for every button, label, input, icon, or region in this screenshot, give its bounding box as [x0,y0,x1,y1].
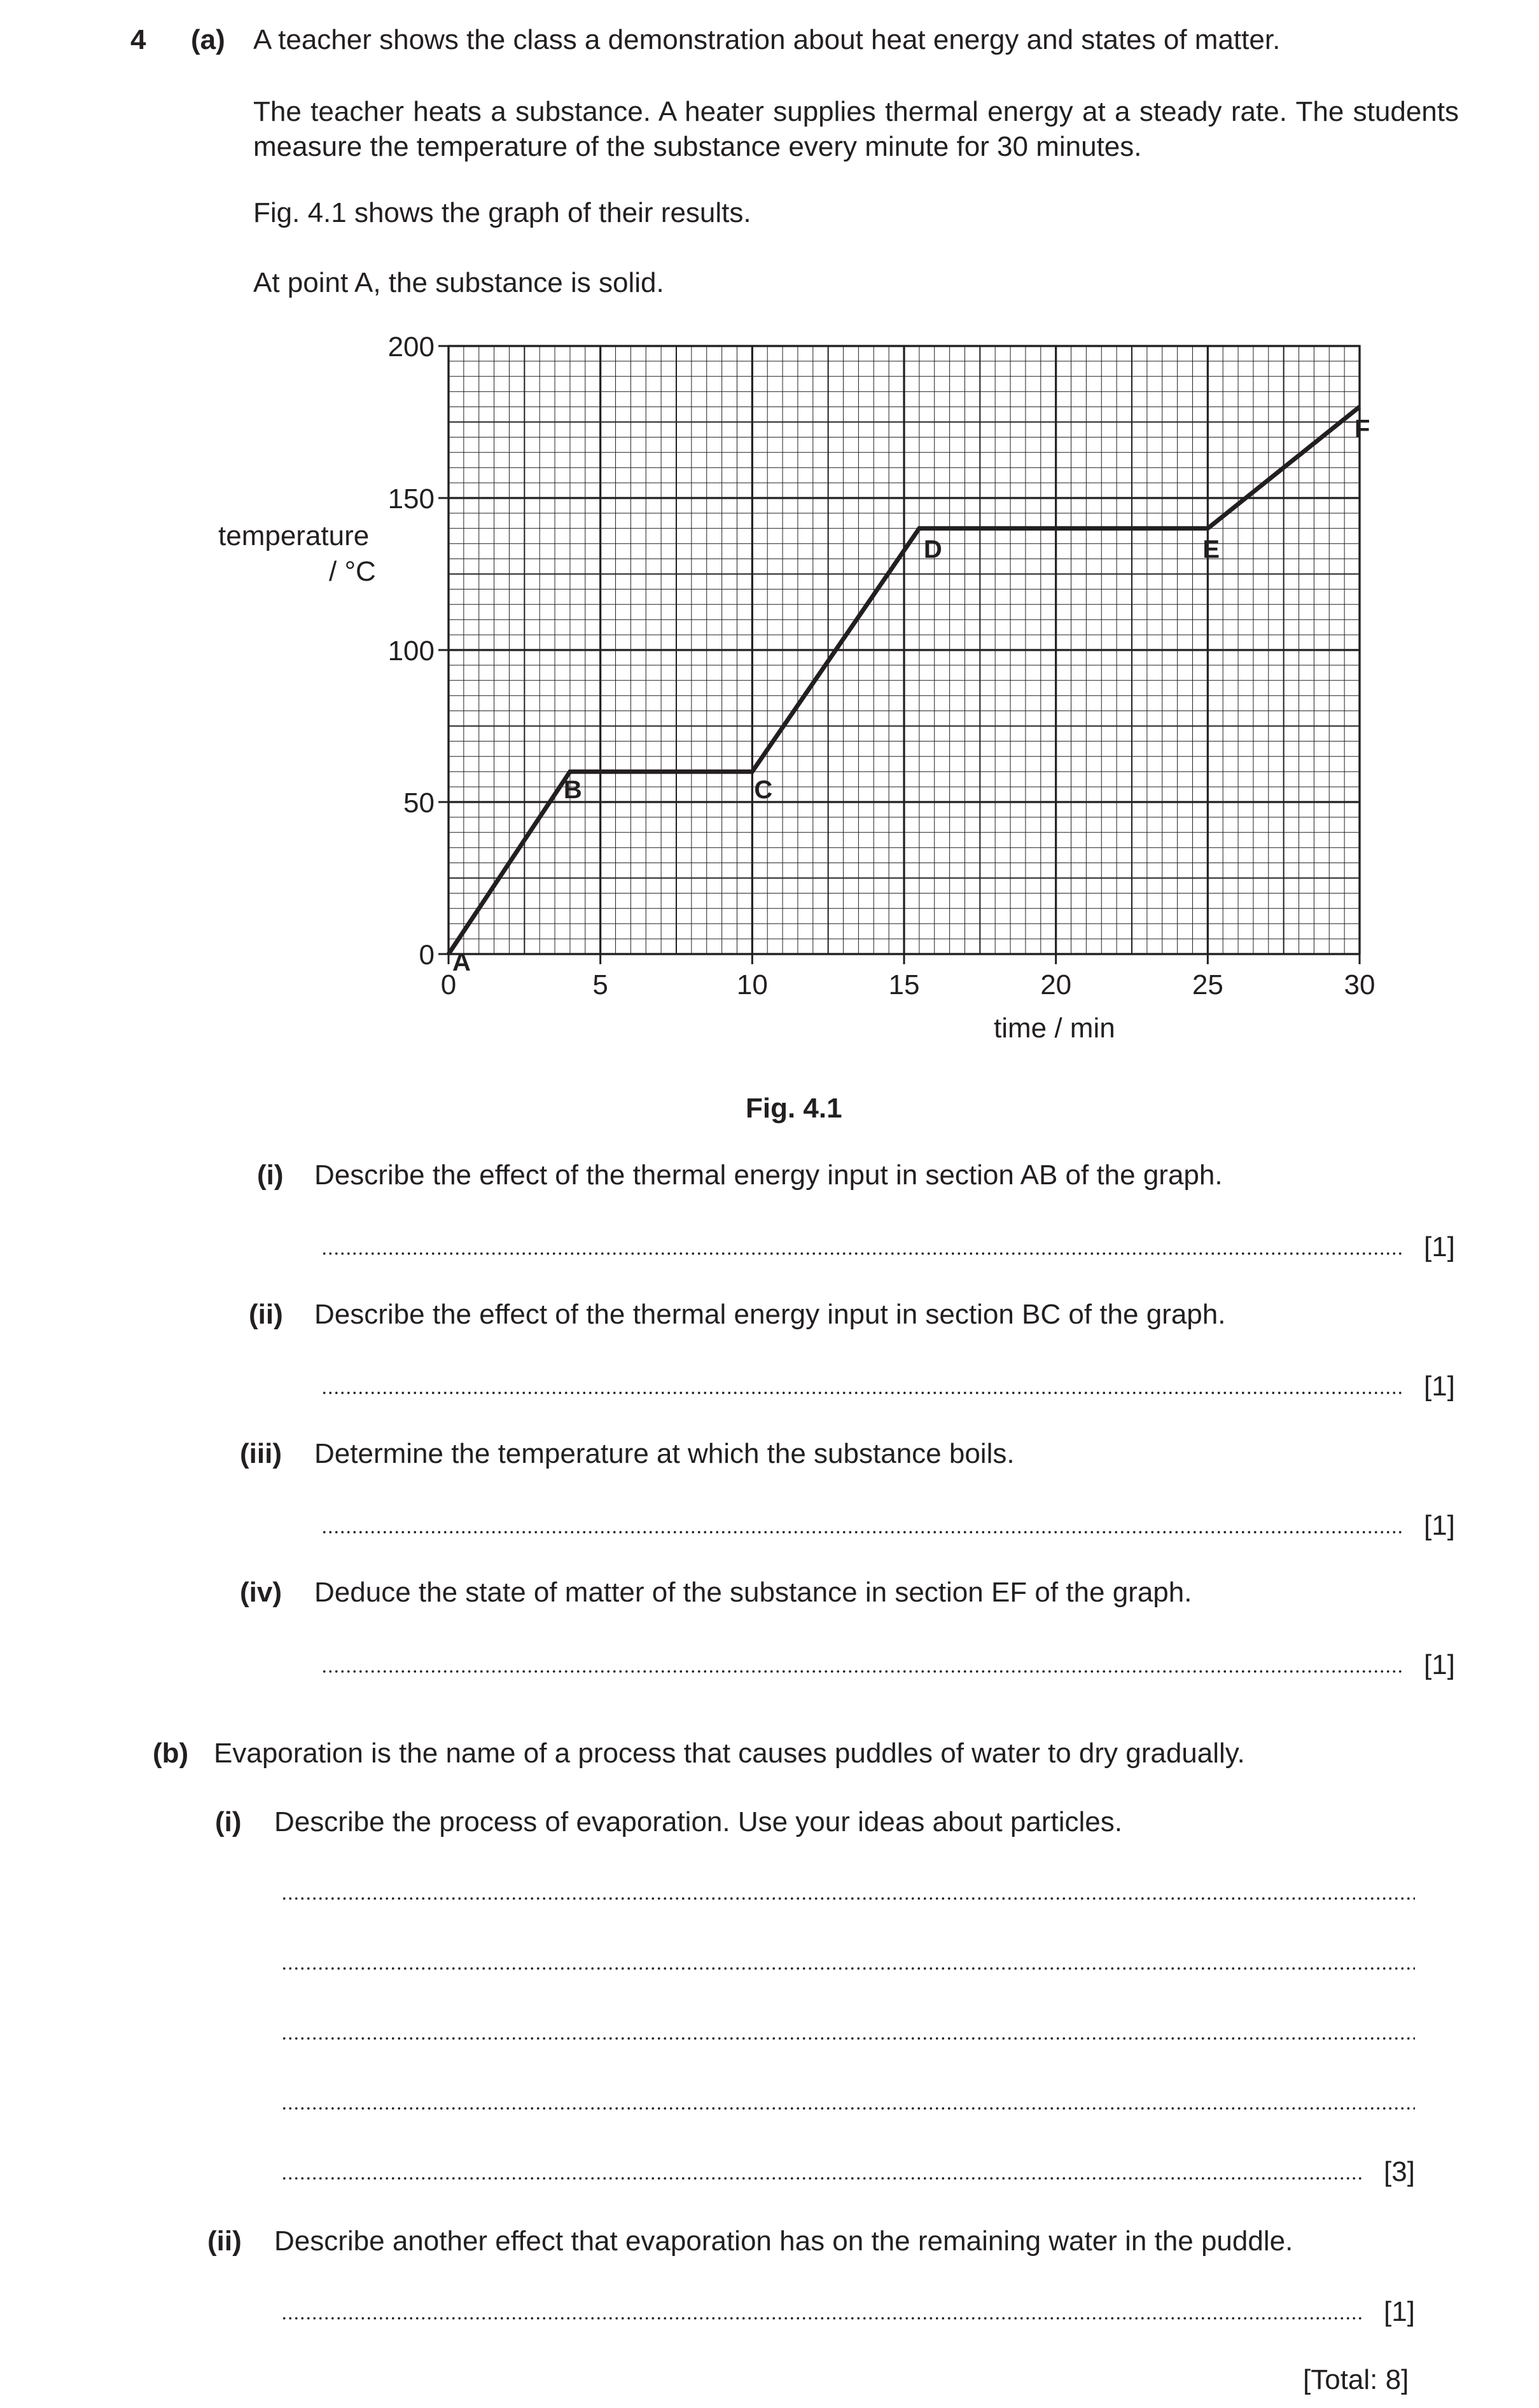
graph-labels [388,331,1375,1000]
subpart-a-iii-marks: [1] [1424,1510,1455,1541]
subpart-a-iv-marks: [1] [1424,1649,1455,1680]
y-axis-label-line2: / °C [329,556,376,587]
part-b-intro: Evaporation is the name of a process that causes puddles of water to dry gradually. [214,1738,1245,1769]
y-tick-label: 100 [387,635,435,667]
answer-line[interactable] [281,2316,1363,2320]
point-label-c: C [754,776,773,805]
answer-line[interactable] [281,2176,1363,2180]
part-a-label: (a) [191,24,225,55]
answer-line[interactable] [281,1897,1415,1900]
subpart-a-iii-label: (iii) [240,1438,282,1469]
part-b-label: (b) [153,1738,189,1769]
answer-line[interactable] [281,2107,1415,2110]
point-label-e: E [1202,535,1220,564]
subpart-b-i-text: Describe the process of evaporation. Use your ideas about particles. [274,1806,1122,1837]
subpart-a-i-text: Describe the effect of the thermal energy input in section AB of the graph. [314,1159,1223,1191]
y-tick-label: 50 [403,787,435,819]
point-label-b: B [563,776,582,805]
answer-line[interactable] [321,1670,1403,1673]
answer-line[interactable] [321,1252,1403,1256]
subpart-a-iii-text: Determine the temperature at which the substance boils. [314,1438,1015,1469]
y-axis-label-line1: temperature [218,520,370,551]
part-a-intro: A teacher shows the class a demonstration about heat energy and states of matter. [253,24,1281,55]
subpart-a-ii-marks: [1] [1424,1371,1455,1402]
subpart-a-ii-label: (ii) [249,1299,283,1330]
part-a-para1: The teacher heats a substance. A heater supplies thermal energy at a steady rate. The students measure the temperature of the substance every minute for 30 minutes. [253,96,1459,162]
subpart-b-i-marks: [3] [1384,2156,1415,2187]
x-tick-label: 30 [1344,969,1375,1000]
subpart-a-iv-label: (iv) [240,1577,282,1608]
subpart-b-ii-label: (ii) [207,2225,242,2257]
answer-line[interactable] [321,1391,1403,1395]
y-tick-label: 200 [387,331,435,363]
y-tick-label: 0 [419,939,435,971]
subpart-a-i-label: (i) [257,1159,284,1191]
y-tick-label: 150 [387,483,435,515]
x-tick-label: 25 [1192,969,1223,1000]
graph-axes [438,346,1360,964]
point-label-f: F [1354,415,1370,443]
answer-line[interactable] [281,2037,1415,2040]
part-a-para3: At point A, the substance is solid. [253,267,664,298]
point-label-a: A [452,948,471,976]
answer-line[interactable] [281,1967,1415,1970]
x-axis-label: time / min [994,1013,1115,1044]
subpart-a-i-marks: [1] [1424,1231,1455,1263]
total-marks: [Total: 8] [1303,2364,1409,2395]
subpart-a-iv-text: Deduce the state of matter of the substance in section EF of the graph. [314,1577,1192,1608]
x-tick-label: 20 [1040,969,1072,1000]
subpart-a-ii-text: Describe the effect of the thermal energy input in section BC of the graph. [314,1299,1226,1330]
part-a-para2: Fig. 4.1 shows the graph of their results. [253,197,751,228]
subpart-b-i-label: (i) [215,1806,242,1837]
x-tick-label: 15 [888,969,920,1000]
x-tick-label: 0 [440,969,457,1000]
subpart-b-ii-text: Describe another effect that evaporation has on the remaining water in the puddle. [274,2225,1293,2257]
question-number: 4 [130,24,146,55]
figure-caption: Fig. 4.1 [746,1093,842,1124]
x-tick-label: 10 [736,969,768,1000]
point-label-d: D [923,535,942,564]
graph-grid [449,346,1360,954]
answer-line[interactable] [321,1530,1403,1534]
subpart-b-ii-marks: [1] [1384,2296,1415,2327]
x-tick-label: 5 [592,969,608,1000]
